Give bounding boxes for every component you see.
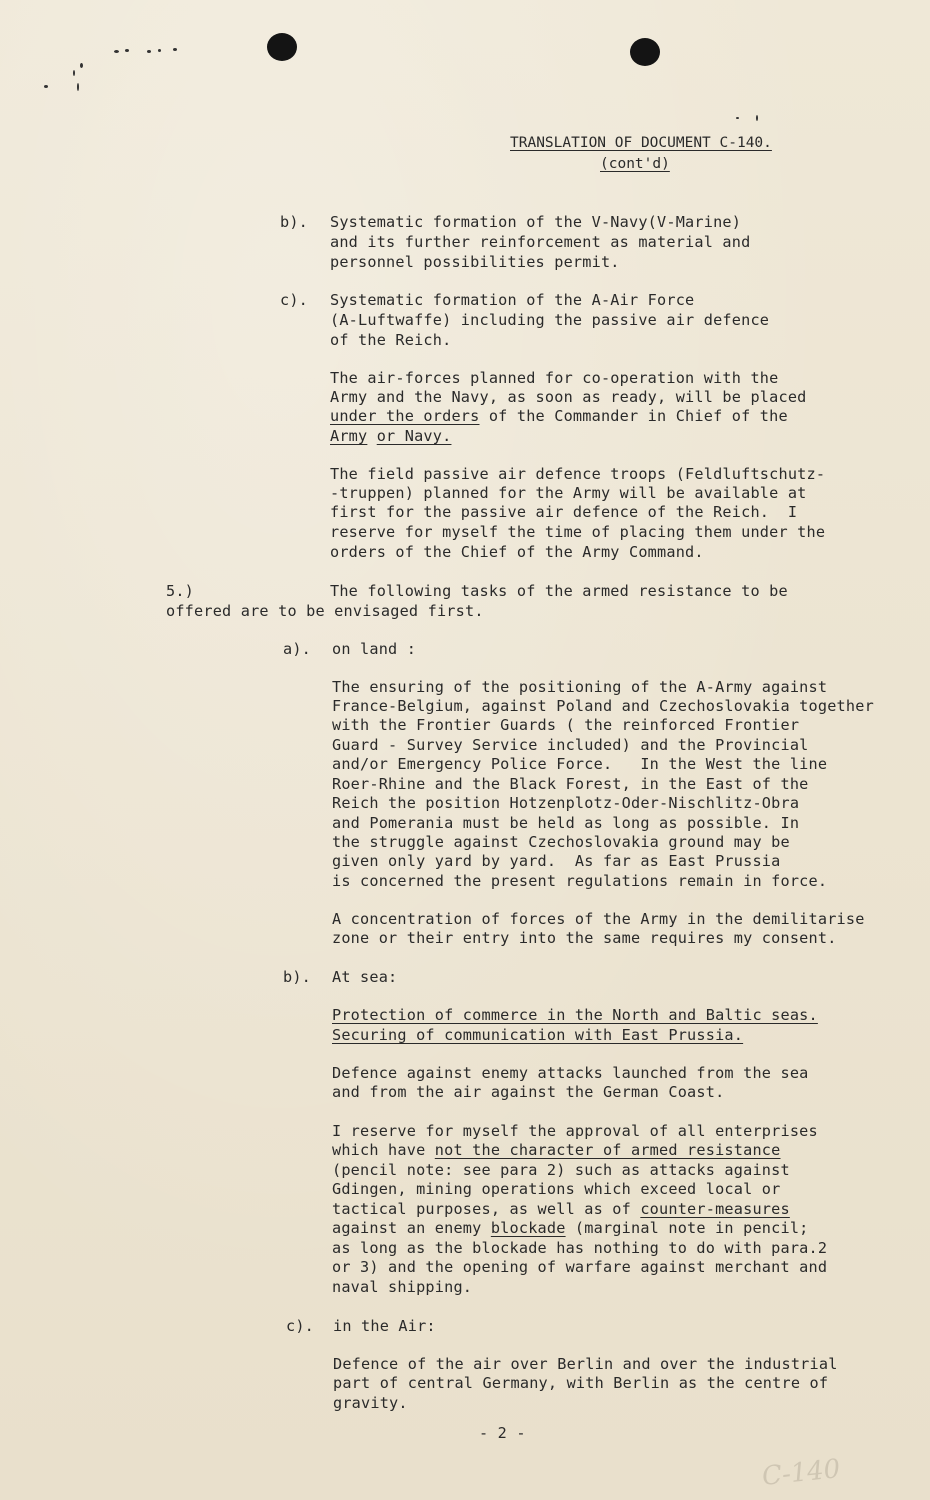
item-marker-c: c). [280,291,309,309]
document-subtitle: (cont'd) [600,156,670,172]
paragraph-line: is concerned the present regulations remain in force. [332,872,828,890]
paragraph-line: I reserve for myself the approval of all enterprises [332,1122,818,1140]
paragraph-line: The air-forces planned for co-operation with the [330,369,779,387]
paragraph-line: tactical purposes, as well as of counter-measures [332,1200,790,1218]
underlined-text: under the orders [330,407,480,425]
paragraph-line: against an enemy blockade (marginal note in pencil; [332,1219,809,1237]
paragraph-line: naval shipping. [332,1278,473,1296]
paragraph-line: of the Reich. [330,331,452,349]
document-title: TRANSLATION OF DOCUMENT C-140. [510,135,772,151]
paragraph-line: Gdingen, mining operations which exceed local or [332,1180,781,1198]
page-number: - 2 - [479,1424,526,1442]
punch-hole-left [267,33,297,61]
handwritten-note: C-140 [760,1453,842,1493]
paragraph-line: with the Frontier Guards ( the reinforced Frontier [332,716,800,734]
paragraph-line: (A-Luftwaffe) including the passive air defence [330,311,770,329]
paragraph-line: Systematic formation of the A-Air Force [330,291,695,309]
paragraph-line: Protection of commerce in the North and Baltic seas. [332,1006,818,1024]
paragraph-line: A concentration of forces of the Army in the demilitarise [332,910,865,928]
paragraph-line: zone or their entry into the same requires my consent. [332,929,837,947]
item-label: At sea: [332,968,398,986]
paper-speck [44,85,48,88]
paragraph-line: Defence against enemy attacks launched from the sea [332,1064,809,1082]
paper-speck [173,48,177,51]
paragraph-line: the struggle against Czechoslovakia ground may be [332,833,790,851]
paragraph-line: Securing of communication with East Prussia. [332,1026,744,1044]
punch-hole-right [630,38,660,66]
paragraph-line: Army or Navy. [330,427,452,445]
paragraph-line: personnel possibilities permit. [330,253,620,271]
paragraph-line: and from the air against the German Coast. [332,1083,725,1101]
paragraph-line: or 3) and the opening of warfare against merchant and [332,1258,828,1276]
paragraph-line: under the orders of the Commander in Chief of the [330,407,788,425]
paragraph-line: offered are to be envisaged first. [166,602,484,620]
paper-speck [114,50,119,53]
paper-speck [736,117,739,119]
paragraph-line: Army and the Navy, as soon as ready, will be placed [330,388,807,406]
paragraph-line: orders of the Chief of the Army Command. [330,543,704,561]
paragraph-line: first for the passive air defence of the Reich. I [330,503,798,521]
paper-speck [125,49,129,52]
paper-speck [147,50,151,53]
paragraph-line: reserve for myself the time of placing them under the [330,523,826,541]
item-marker-a: a). [283,640,312,658]
paragraph-line: gravity. [333,1394,408,1412]
item-label: on land : [332,640,417,658]
paper-speck [756,115,758,121]
section-marker-5: 5.) [166,582,195,600]
item-marker-c-air: c). [286,1317,315,1335]
paragraph-line: and Pomerania must be held as long as possible. In [332,814,800,832]
paragraph-line: France-Belgium, against Poland and Czechoslovakia together [332,697,874,715]
paragraph-line: as long as the blockade has nothing to do with para.2 [332,1239,828,1257]
item-marker-b-sea: b). [283,968,312,986]
paragraph-line: The field passive air defence troops (Feldluftschutz- [330,465,826,483]
paragraph-line: The ensuring of the positioning of the A-Army against [332,678,828,696]
paragraph-line: and its further reinforcement as material and [330,233,751,251]
paragraph-line: Reich the position Hotzenplotz-Oder-Nischlitz-Obra [332,794,800,812]
item-label: in the Air: [333,1317,436,1335]
paragraph-line: Systematic formation of the V-Navy(V-Marine) [330,213,742,231]
paragraph-line: (pencil note: see para 2) such as attacks against [332,1161,790,1179]
paragraph-line: Defence of the air over Berlin and over the industrial [333,1355,838,1373]
paragraph-line: The following tasks of the armed resistance to be [330,582,788,600]
paper-speck [158,49,161,52]
paragraph-line: Roer-Rhine and the Black Forest, in the East of the [332,775,809,793]
paper-speck [80,63,83,68]
paragraph-line: given only yard by yard. As far as East Prussia [332,852,781,870]
paragraph-line: which have not the character of armed resistance [332,1141,781,1159]
paper-speck [77,83,79,91]
paper-speck [73,70,75,76]
paragraph-line: Guard - Survey Service included) and the Provincial [332,736,809,754]
paragraph-line: and/or Emergency Police Force. In the West the line [332,755,828,773]
paragraph-line: part of central Germany, with Berlin as the centre of [333,1374,829,1392]
item-marker-b: b). [280,213,309,231]
paragraph-line: -truppen) planned for the Army will be available at [330,484,807,502]
